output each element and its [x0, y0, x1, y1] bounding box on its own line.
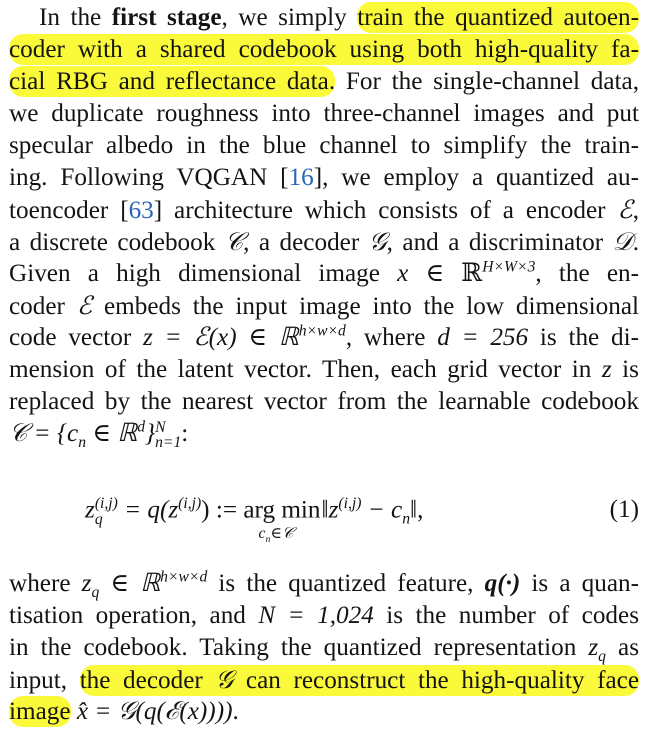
text-run: is a quan- — [520, 570, 640, 597]
math-symbol: } — [145, 420, 156, 447]
highlight: coder with a shared codebook using both high-quality fa- — [9, 36, 639, 63]
text-run: tisation operation, and — [9, 602, 259, 629]
math-symbol: z — [81, 570, 92, 597]
text-run: . — [632, 229, 639, 256]
math-symbol: 𝒞 — [224, 227, 244, 256]
text-run: embeds the input image into the low dimensional — [92, 293, 639, 320]
bold-term: first stage — [111, 4, 222, 31]
math-subscript: n=1 — [155, 434, 182, 452]
text-run: is — [611, 356, 639, 383]
math-symbol: ‖z — [315, 496, 339, 524]
math-symbol: 𝒟 — [612, 227, 633, 256]
math-superscript: h×w×d — [298, 322, 346, 340]
text-line — [9, 354, 639, 386]
math-superscript: h×w×d — [160, 568, 208, 586]
text-line — [9, 386, 639, 418]
math-symbol: ∈𝒞 — [270, 525, 294, 542]
text-line — [9, 600, 639, 632]
math-symbol: ∈ ℝ — [86, 420, 138, 447]
math-subscript: n — [265, 534, 271, 546]
math-superscript: (i,j) — [178, 495, 202, 513]
highlight: image — [9, 698, 71, 725]
text-run: where — [9, 570, 82, 597]
math-symbol: z — [601, 356, 612, 383]
highlight: cial RBG and reflectance data. — [9, 68, 336, 95]
highlight: train the quantized autoen- — [357, 4, 639, 31]
text-run: a discrete codebook — [9, 229, 225, 256]
text-line — [9, 290, 639, 322]
citation-link[interactable]: 63 — [128, 197, 154, 224]
text-run: In the — [39, 4, 112, 31]
text-run: , where — [345, 324, 438, 351]
highlight — [80, 665, 639, 696]
text-run: , a decoder — [243, 229, 369, 256]
text-run: toencoder [ — [9, 197, 129, 224]
text-run: as — [605, 634, 639, 661]
math-symbol: c — [258, 525, 266, 542]
text-run: we duplicate roughness into three-channel images and put — [9, 100, 639, 127]
paragraph-1 — [9, 2, 639, 450]
text-line — [9, 162, 639, 194]
equation-number: (1) — [609, 496, 639, 523]
text-run: is the number of codes — [373, 602, 640, 629]
math-symbol: x̂ = 𝒢(q(ℰ(x)))) — [76, 698, 233, 725]
math-symbol: = q(z — [117, 496, 179, 524]
math-symbol: 𝒢 — [215, 665, 234, 694]
math-symbol: − c — [361, 496, 403, 524]
text-line — [9, 130, 639, 162]
text-line — [9, 34, 639, 66]
math-subscript: q — [598, 648, 606, 666]
text-run: code vector — [9, 324, 144, 351]
math-superscript: (i,j) — [94, 495, 118, 512]
text-run: ], we employ a quantized au- — [313, 164, 639, 191]
text-run: , — [632, 197, 639, 224]
text-line — [9, 632, 639, 664]
text-run: : — [181, 420, 189, 447]
math-symbol: z — [85, 496, 95, 524]
math-symbol: x — [397, 260, 409, 287]
text-line — [9, 664, 639, 696]
math-symbol: d = 256 — [437, 324, 529, 351]
math-superscript: d — [137, 418, 146, 436]
math-subscript: q — [94, 510, 103, 528]
text-run: is the di- — [528, 324, 639, 351]
text-run: Given a high dimensional image — [9, 260, 398, 287]
text-line — [9, 258, 639, 290]
text-run: input, — [9, 667, 80, 694]
math-subscript: q — [91, 584, 100, 602]
math-operator: ) := arg min — [201, 496, 321, 524]
text-run: , we simply — [221, 4, 358, 31]
text-run: in the codebook. Taking the quantized representation — [9, 634, 589, 661]
text-run: the decoder — [79, 667, 216, 694]
text-run: mension of the latent vector. Then, each grid vector in — [9, 356, 602, 383]
math-superscript: (i,j) — [338, 495, 362, 513]
text-line — [9, 2, 639, 34]
text-run: replaced by the nearest vector from the learnable codebook — [9, 388, 639, 415]
text-run: , and a discriminator — [386, 229, 613, 256]
citation-link[interactable]: 16 — [288, 164, 314, 191]
math-symbol: 𝒢 — [368, 227, 387, 256]
paragraph-2 — [9, 568, 639, 728]
math-symbol: ∈ ℝ — [99, 570, 161, 597]
text-line — [9, 322, 639, 354]
math-subscript: n — [402, 510, 410, 528]
math-symbol: 𝒞 = {c — [9, 420, 79, 447]
text-line — [9, 568, 639, 600]
math-symbol: ℰ — [76, 291, 93, 320]
math-symbol: z = ℰ(x) ∈ ℝ — [143, 324, 299, 351]
text-run: , the en- — [535, 260, 640, 287]
text-line — [9, 194, 639, 226]
text-run: For the single-channel data, — [335, 68, 639, 95]
text-line — [9, 226, 639, 258]
text-run: ing. Following VQGAN [ — [9, 164, 289, 191]
equation-1 — [9, 488, 639, 548]
text-run: coder — [9, 293, 77, 320]
argmin-subscript — [258, 525, 294, 546]
text-run: ] architecture which consists of a encoder — [153, 197, 618, 224]
text-run: is the quantized feature, — [207, 570, 485, 597]
text-line — [9, 696, 639, 728]
math-symbol: q(·) — [484, 570, 521, 597]
text-run: . — [232, 698, 239, 725]
math-symbol: N = 1,024 — [258, 602, 374, 629]
math-subscript: n — [78, 434, 87, 452]
text-line — [9, 66, 639, 98]
text-run: specular albedo in the blue channel to simplify the train- — [9, 132, 639, 159]
math-symbol: ‖, — [410, 496, 424, 524]
text-line — [9, 418, 639, 450]
text-run: can reconstruct the high-quality face — [233, 667, 639, 694]
math-symbol: ℰ — [617, 195, 633, 224]
text-line — [9, 98, 639, 130]
math-superscript: N — [155, 418, 166, 436]
math-symbol: z — [588, 634, 599, 661]
equation-body — [85, 495, 424, 546]
math-symbol: ∈ ℝ — [408, 260, 483, 287]
math-superscript: H×W×3 — [482, 258, 536, 276]
